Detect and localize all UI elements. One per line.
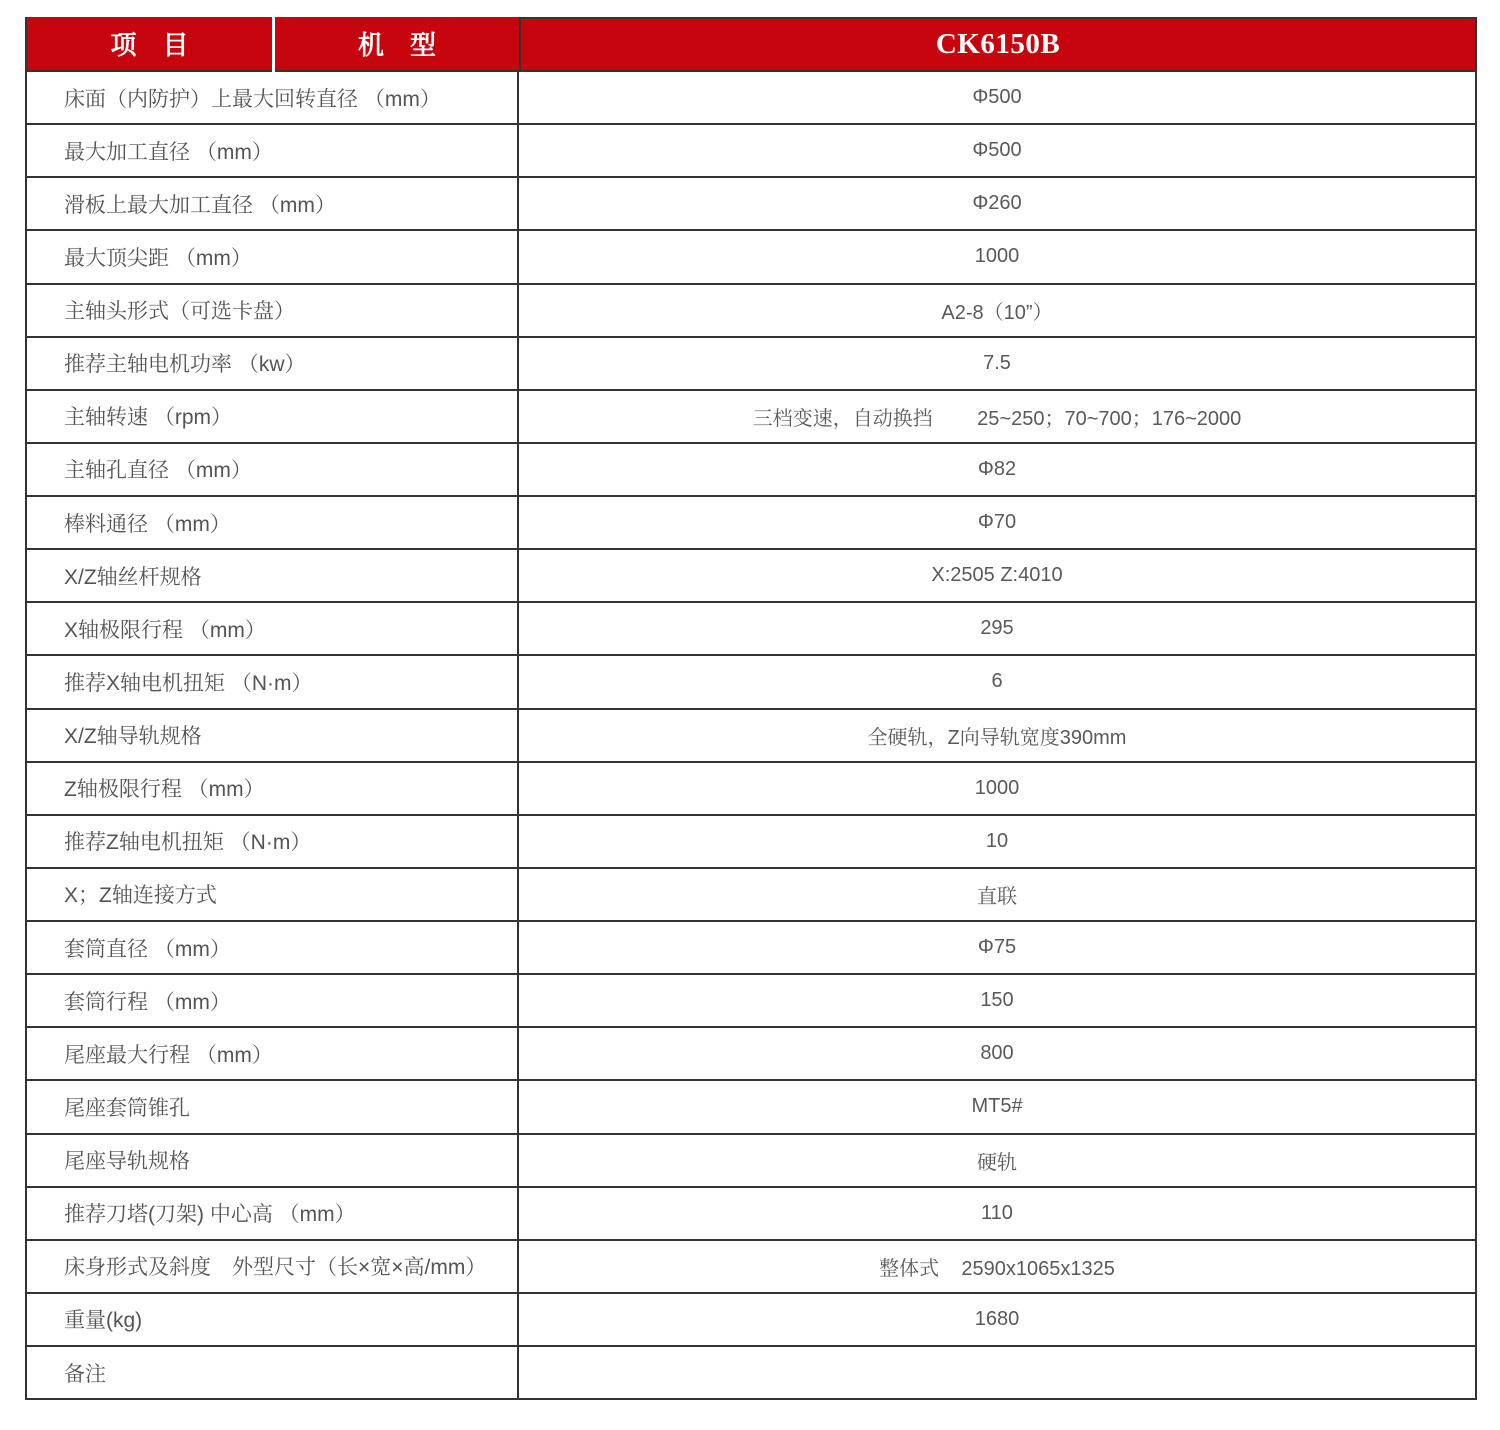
- row-label: 尾座最大行程 （mm）: [27, 1028, 519, 1079]
- table-row: [27, 550, 1475, 603]
- row-label: Z轴极限行程 （mm）: [27, 763, 519, 814]
- row-value: Φ75: [977, 936, 1017, 959]
- machine-spec-table: [25, 17, 1477, 1400]
- table-row: [27, 497, 1475, 550]
- row-value: Φ500: [972, 86, 1022, 109]
- table-row: [27, 391, 1475, 444]
- row-value: [519, 1347, 1475, 1398]
- table-row: [27, 338, 1475, 391]
- row-label: 套筒行程 （mm）: [27, 975, 519, 1026]
- row-label: 推荐刀塔(刀架) 中心高 （mm）: [27, 1188, 519, 1239]
- table-row: [27, 444, 1475, 497]
- row-value: 全硬轨，Z向导轨宽度390mm: [867, 726, 1127, 749]
- row-value: Φ82: [977, 457, 1017, 480]
- row-label: 备注: [27, 1347, 519, 1398]
- row-label: 滑板上最大加工直径 （mm）: [27, 178, 519, 229]
- table-row: [27, 1135, 1475, 1188]
- row-label: 套筒直径 （mm）: [27, 922, 519, 973]
- row-label: 尾座套筒锥孔: [27, 1081, 519, 1132]
- row-label: X/Z轴丝杆规格: [27, 550, 519, 601]
- row-value: Φ500: [972, 139, 1022, 162]
- row-value: 295: [980, 617, 1014, 640]
- table-row: [27, 763, 1475, 816]
- table-row: [27, 1028, 1475, 1081]
- table-row: [27, 1347, 1475, 1400]
- row-label: X轴极限行程 （mm）: [27, 603, 519, 654]
- row-label: 尾座导轨规格: [27, 1135, 519, 1186]
- row-value: 直联: [977, 885, 1017, 908]
- row-label: X/Z轴导轨规格: [27, 710, 519, 761]
- row-label: 重量(kg): [27, 1294, 519, 1345]
- table-row: [27, 285, 1475, 338]
- table-row: [27, 1241, 1475, 1294]
- row-label: 推荐Z轴电机扭矩 （N·m）: [27, 816, 519, 867]
- row-value: Φ70: [977, 511, 1017, 534]
- row-label: 主轴头形式（可选卡盘）: [27, 285, 519, 336]
- row-label: X；Z轴连接方式: [27, 869, 519, 920]
- header-cell-model-value: CK6150B: [519, 17, 1475, 72]
- row-value: A2-8（10”）: [941, 301, 1053, 324]
- row-value: 110: [981, 1201, 1013, 1224]
- row-value: 1680: [974, 1307, 1020, 1330]
- row-value: 10: [985, 829, 1009, 852]
- table-row: [27, 72, 1475, 125]
- row-value: 1000: [974, 245, 1020, 268]
- row-label: 推荐X轴电机扭矩 （N·m）: [27, 656, 519, 707]
- table-row: [27, 603, 1475, 656]
- row-value: 800: [980, 1042, 1014, 1065]
- table-row: [27, 1081, 1475, 1134]
- table-row: [27, 922, 1475, 975]
- table-row: [27, 869, 1475, 922]
- row-label: 主轴孔直径 （mm）: [27, 444, 519, 495]
- table-row: [27, 710, 1475, 763]
- row-label: 推荐主轴电机功率 （kw）: [27, 338, 519, 389]
- table-row: [27, 231, 1475, 284]
- row-label: 主轴转速 （rpm）: [27, 391, 519, 442]
- row-value: MT5#: [971, 1095, 1023, 1118]
- row-value: 三档变速，自动换挡 25~250；70~700；176~2000: [752, 407, 1242, 430]
- row-value: 整体式 2590x1065x1325: [879, 1257, 1115, 1280]
- header-cell-model: 机 型: [275, 17, 519, 72]
- table-row: [27, 816, 1475, 869]
- row-label: 床身形式及斜度 外型尺寸（长×宽×高/mm）: [27, 1241, 519, 1292]
- table-body: [27, 72, 1475, 1400]
- row-value: 150: [980, 989, 1014, 1012]
- table-row: [27, 975, 1475, 1028]
- row-value: Φ260: [972, 192, 1022, 215]
- row-value: 硬轨: [977, 1151, 1017, 1174]
- table-row: [27, 125, 1475, 178]
- row-label: 床面（内防护）上最大回转直径 （mm）: [27, 72, 519, 123]
- row-value: 7.5: [983, 351, 1011, 374]
- row-value: X:2505 Z:4010: [931, 564, 1063, 587]
- table-row: [27, 656, 1475, 709]
- row-label: 棒料通径 （mm）: [27, 497, 519, 548]
- row-value: 1000: [974, 776, 1020, 799]
- table-row: [27, 1188, 1475, 1241]
- table-row: [27, 1294, 1475, 1347]
- table-header-row: [27, 17, 1475, 72]
- table-row: [27, 178, 1475, 231]
- row-label: 最大顶尖距 （mm）: [27, 231, 519, 282]
- row-label: 最大加工直径 （mm）: [27, 125, 519, 176]
- header-cell-item: 项 目: [27, 17, 272, 72]
- row-value: 6: [991, 670, 1003, 693]
